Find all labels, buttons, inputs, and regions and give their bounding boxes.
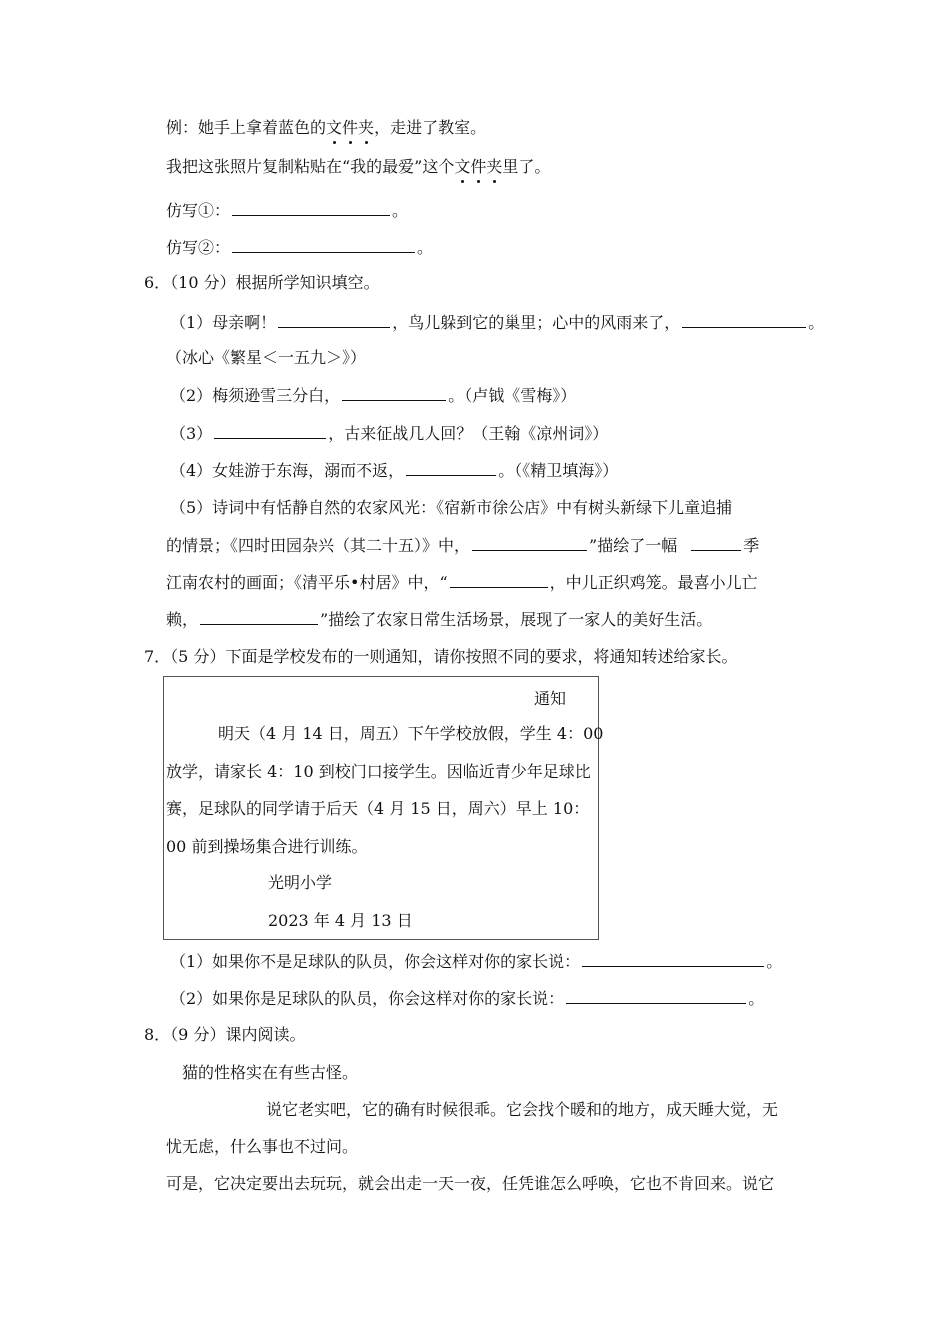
imitate2-answer-blank[interactable] <box>232 236 415 253</box>
q6-item3: （3） ，古来征战几人回？（王翰《凉州词》） <box>170 424 609 443</box>
q8-heading: 8．（9 分）课内阅读。 <box>144 1025 306 1044</box>
q6-item2: （2）梅须逊雪三分白， 。（卢钺《雪梅》） <box>170 386 577 405</box>
q7-sub2: （2）如果你是足球队的队员，你会这样对你的家长说： 。 <box>170 989 765 1008</box>
q6-item1-blank1[interactable] <box>278 311 390 328</box>
q6-heading: 6．（10 分）根据所学知识填空。 <box>144 273 380 292</box>
imitate1-answer-blank[interactable] <box>232 199 390 216</box>
q7-sub1: （1）如果你不是足球队的队员，你会这样对你的家长说： 。 <box>170 952 783 971</box>
q7-sub1-blank[interactable] <box>582 950 764 967</box>
q8-paragraph-1: 猫的性格实在有些古怪。 <box>182 1063 359 1082</box>
q5-imitate-1: 仿写①： 。 <box>166 201 409 220</box>
q5-sentence-line: 我把这张照片复制粘贴在“我的最爱”这个文件夹里了。 <box>166 157 551 176</box>
q5-imitate-2: 仿写②： 。 <box>166 238 434 257</box>
q7-sub2-blank[interactable] <box>566 987 746 1004</box>
q6-item4: （4）女娃游于东海，溺而不返， 。（《精卫填海》） <box>170 461 619 480</box>
q6-item5-blank2[interactable] <box>691 534 741 551</box>
q7-heading: 7．（5 分）下面是学校发布的一则通知，请你按照不同的要求，将通知转述给家长。 <box>144 647 738 666</box>
q8-paragraph-2-line2: 忧无虑，什么事也不过问。 <box>166 1137 359 1156</box>
notice-signature: 光明小学 <box>268 873 333 892</box>
q6-item1-source: （冰心《繁星＜一五九＞》） <box>166 348 367 367</box>
q6-item5-blank1[interactable] <box>472 534 587 551</box>
notice-line-2: 放学，请家长 4：10 到校门口接学生。因临近青少年足球比 <box>166 762 591 781</box>
q6-item5-line2: 的情景；《四时田园杂兴（其二十五）》中， ”描绘了一幅 季 <box>166 536 760 555</box>
notice-line-4: 00 前到操场集合进行训练。 <box>166 837 368 856</box>
q6-item5-line4: 赖， ”描绘了农家日常生活场景，展现了一家人的美好生活。 <box>166 610 713 629</box>
q8-paragraph-3-line1: 可是，它决定要出去玩玩，就会出走一天一夜，任凭谁怎么呼唤，它也不肯回来。说它 <box>166 1174 775 1193</box>
notice-date: 2023 年 4 月 13 日 <box>268 911 413 930</box>
q6-item3-blank[interactable] <box>214 422 326 439</box>
notice-title: 通知 <box>534 689 567 708</box>
notice-line-1: 明天（4 月 14 日，周五）下午学校放假，学生 4：00 <box>218 724 604 743</box>
q5-example-line: 例：她手上拿着蓝色的文件夹，走进了教室。 <box>166 118 487 137</box>
q6-item4-blank[interactable] <box>406 459 496 476</box>
q6-item5-line1: （5）诗词中有恬静自然的农家风光：《宿新市徐公店》中有树头新绿下儿童追捕 <box>170 498 733 517</box>
q8-paragraph-2-line1: 说它老实吧，它的确有时候很乖。它会找个暖和的地方，成天睡大觉，无 <box>266 1100 779 1119</box>
q6-item5-line3: 江南农村的画面；《清平乐•村居》中，“ ，中儿正织鸡笼。最喜小儿亡 <box>166 573 758 592</box>
notice-line-3: 赛，足球队的同学请于后天（4 月 15 日，周六）早上 10： <box>166 799 590 818</box>
q6-item5-blank4[interactable] <box>200 608 318 625</box>
q6-item5-blank3[interactable] <box>450 571 548 588</box>
q6-item2-blank[interactable] <box>342 384 446 401</box>
q6-item1-blank2[interactable] <box>682 311 806 328</box>
q6-item1: （1）母亲啊！ ，鸟儿躲到它的巢里；心中的风雨来了， 。 <box>170 313 825 332</box>
